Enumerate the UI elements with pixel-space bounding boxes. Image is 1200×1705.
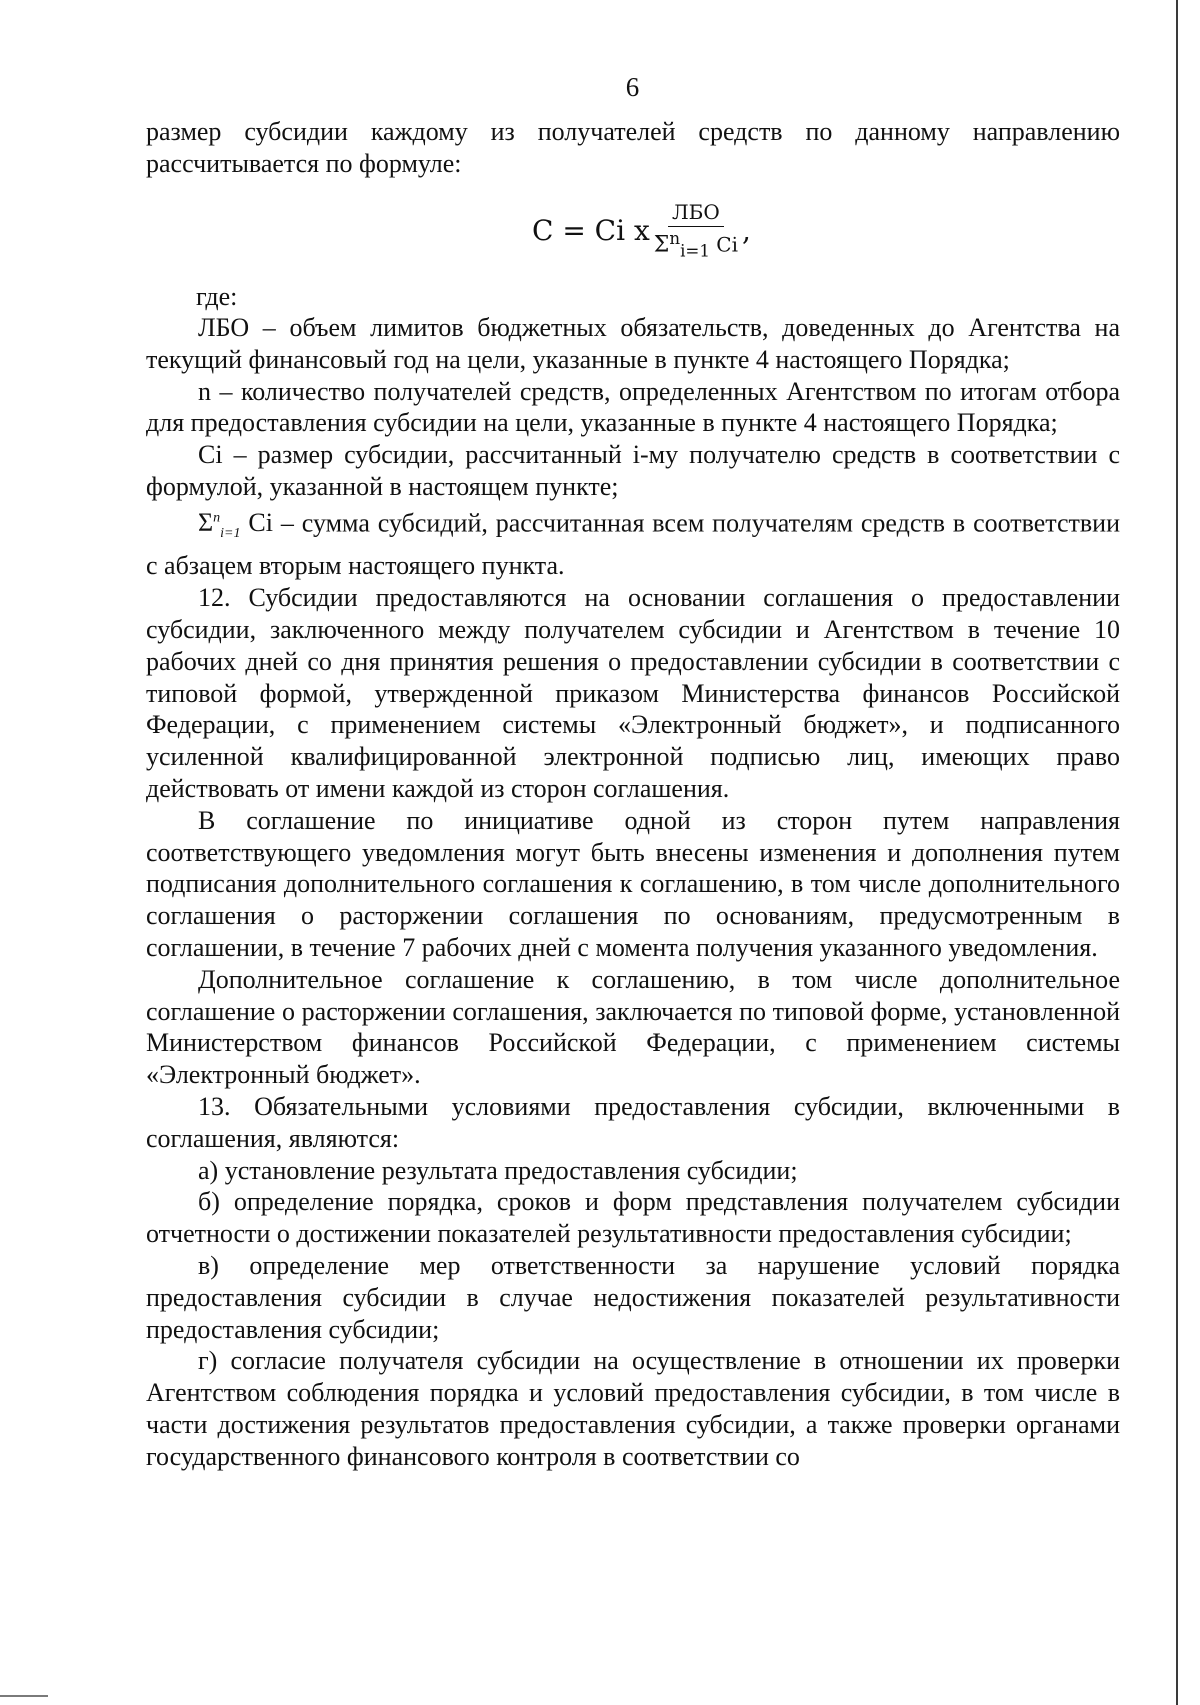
subsidy-formula bbox=[532, 200, 751, 261]
definition-sum-term: Ci bbox=[240, 508, 273, 538]
definition-ci: Ci – размер субсидии, рассчитанный i-му получателю средств в соответствии с формулой, указанной в настоящем пункте; bbox=[146, 440, 1120, 501]
paragraph-13-a: а) установление результата предоставления субсидии; bbox=[198, 1155, 798, 1185]
definition-sum bbox=[146, 503, 1120, 582]
paragraph-13: 13. Обязательными условиями предоставления субсидии, включенными в соглашения, являются: bbox=[146, 1091, 1120, 1153]
intro-block bbox=[146, 116, 1120, 180]
formula-fraction bbox=[654, 200, 738, 261]
definition-sum-lower: i=1 bbox=[220, 526, 241, 542]
paragraph-12-changes: В соглашение по инициативе одной из сторон путем направления соответствующего уведомления могут быть внесены изменения и дополнения путем подписания дополнительного соглашения к соглашению, в том числе дополнительного соглашения о расторжении соглашения по основаниям, предусмотренным в соглашении, в течение 7 рабочих дней с момента получения указанного уведомления. bbox=[146, 805, 1120, 962]
scan-bottom-mark bbox=[0, 1695, 48, 1697]
formula-numerator: ЛБО bbox=[668, 200, 724, 227]
definition-sum-formula bbox=[198, 508, 273, 542]
sum-symbol: Σ bbox=[653, 232, 670, 258]
sum-lower-limit: i=1 bbox=[680, 241, 710, 261]
paragraph-12: 12. Субсидии предоставляются на основании соглашения о предоставлении субсидии, заключенного между получателем субсидии и Агентством в течение 10 рабочих дней со дня принятия решения о предоставлении субсидии в соответствии с типовой формой, утвержденной приказом Министерства финансов Российской Федерации, с применением системы «Электронный бюджет», и подписанного усиленной квалифицированной электронной подписью лиц, имеющих право действовать от имени каждой из сторон соглашения. bbox=[146, 583, 1120, 803]
definition-lbo: ЛБО – объем лимитов бюджетных обязательств, доведенных до Агентства на текущий финансовый год на цели, указанные в пункте 4 настоящего Порядка; bbox=[146, 313, 1120, 374]
intro-paragraph: размер субсидии каждому из получателей средств по данному направлению рассчитывается по формуле: bbox=[146, 117, 1120, 178]
paragraph-12-additional: Дополнительное соглашение к соглашению, в том числе дополнительное соглашение о расторжении соглашения, заключается по типовой форме, установленной Министерством финансов Российской Федерации, с применением системы «Электронный бюджет». bbox=[146, 964, 1120, 1090]
sum-upper-limit: n bbox=[669, 229, 681, 248]
formula-denominator bbox=[654, 227, 738, 261]
definition-sum-upper: n bbox=[213, 510, 221, 526]
sum-term: Ci bbox=[709, 232, 739, 257]
formula-lhs: C = Ci x bbox=[532, 213, 650, 247]
paragraph-13-v: в) определение мер ответственности за нарушение условий порядка предоставления субсидии в случае недостижения показателей результативности предоставления субсидии; bbox=[146, 1250, 1120, 1344]
paragraph-13-b: б) определение порядка, сроков и форм представления получателем субсидии отчетности о достижении показателей результативности предоставления субсидии; bbox=[146, 1187, 1120, 1249]
where-label: где: bbox=[196, 282, 238, 311]
formula-trailing-comma: , bbox=[742, 213, 751, 247]
definition-sum-text: – сумма субсидий, рассчитанная всем получателям средств в соответствии с абзацем вторым настоящего пункта. bbox=[146, 508, 1120, 581]
body-text bbox=[146, 312, 1120, 1473]
definition-n: n – количество получателей средств, определенных Агентством по итогам отбора для предоставления субсидии на цели, указанные в пункте 4 настоящего Порядка; bbox=[146, 376, 1120, 438]
paragraph-13-g: г) согласие получателя субсидии на осуществление в отношении их проверки Агентством соблюдения порядка и условий предоставления субсидии, в том числе в части достижения результатов предоставления субсидии, а также проверки органами государственного финансового контроля в соответствии со bbox=[146, 1346, 1120, 1471]
scan-edge-line bbox=[1176, 0, 1178, 1705]
definition-sum-symbol: Σ bbox=[198, 508, 214, 538]
page-number: 6 bbox=[625, 72, 640, 102]
